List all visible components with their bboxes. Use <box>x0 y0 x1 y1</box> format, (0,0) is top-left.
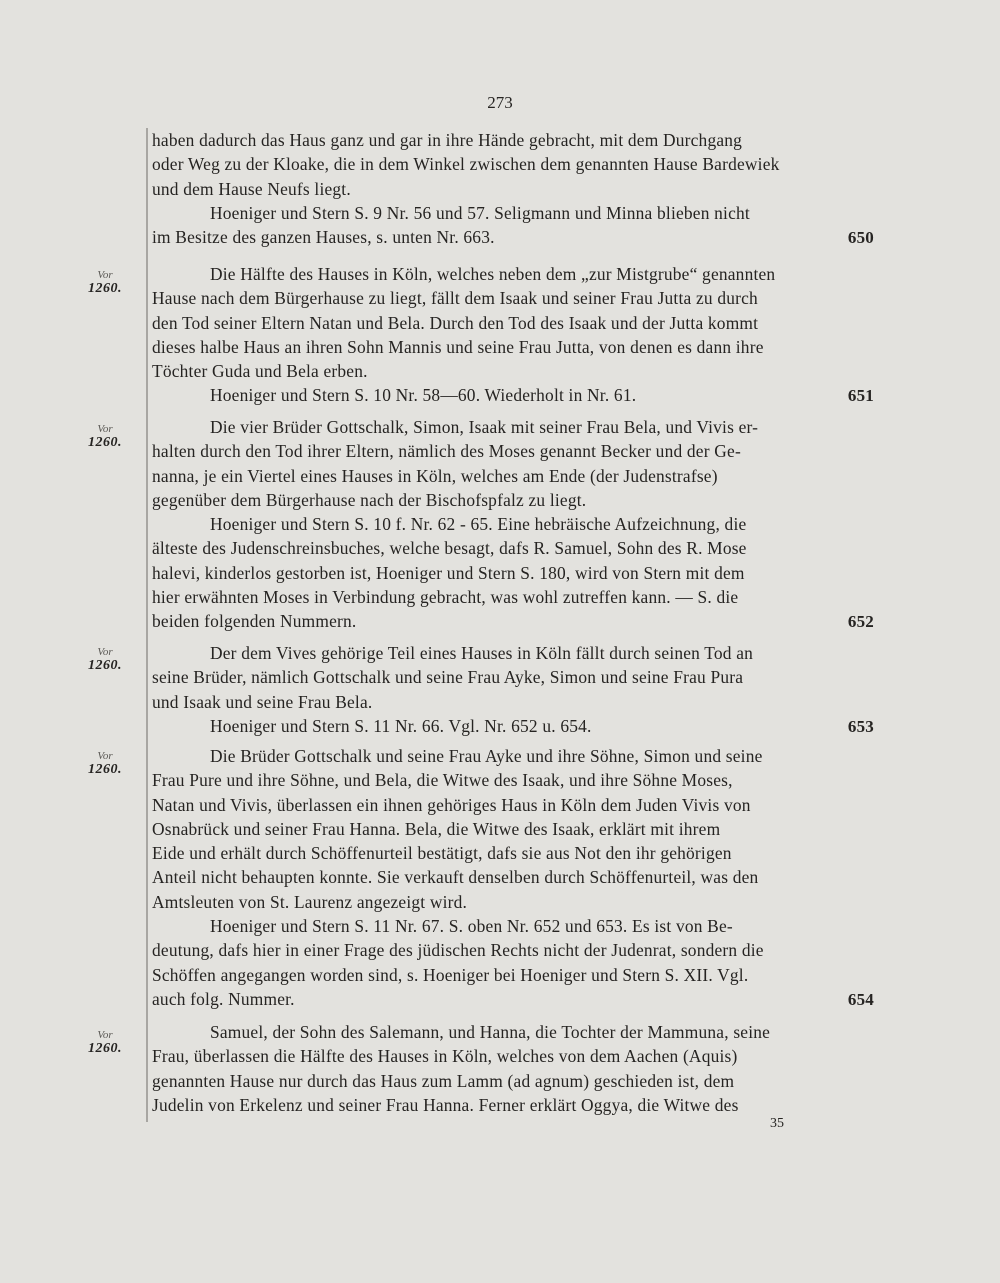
text-line: und dem Hause Neufs liegt. <box>152 178 351 199</box>
text-line: Töchter Guda und Bela erben. <box>152 361 368 382</box>
entry-number: 652 <box>847 612 874 632</box>
entry-652 <box>152 415 874 635</box>
reference-line: Schöffen angegangen worden sind, s. Hoeniger bei Hoeniger und Stern S. XII. Vgl. <box>152 964 749 985</box>
margin-date-label: Vor <box>97 750 113 762</box>
margin-date-label: Vor <box>97 646 113 658</box>
reference-line: Hoeniger und Stern S. 10 f. Nr. 62 - 65. Eine hebräische Aufzeichnung, die <box>210 514 747 535</box>
text-line: Osnabrück und seiner Frau Hanna. Bela, die Witwe des Isaak, erklärt mit ihrem <box>152 818 721 839</box>
text-line: Anteil nicht behaupten konnte. Sie verkauft denselben durch Schöffenurteil, was den <box>152 867 759 888</box>
text-line: Frau, überlassen die Hälfte des Hauses in Köln, welches von dem Aachen (Aquis) <box>152 1046 738 1067</box>
reference-line: Hoeniger und Stern S. 9 Nr. 56 und 57. Seligmann und Minna blieben nicht <box>210 202 750 223</box>
reference-tail <box>152 225 874 250</box>
reference-line: hier erwähnten Moses in Verbindung gebracht, was wohl zutreffen kann. — S. die <box>152 587 739 608</box>
margin-date-year: 1260. <box>88 658 122 673</box>
reference-text: im Besitze des ganzen Hauses, s. unten Nr. 663. <box>152 227 495 248</box>
reference-tail <box>152 714 874 739</box>
text-line: Amtsleuten von St. Laurenz angezeigt wird. <box>152 891 468 912</box>
margin-date-year: 1260. <box>88 435 122 450</box>
margin-date <box>70 749 140 777</box>
margin-rule <box>146 128 148 1122</box>
entry-number: 651 <box>847 386 874 406</box>
reference-text: Hoeniger und Stern S. 10 Nr. 58—60. Wiederholt in Nr. 61. <box>210 385 637 406</box>
reference-text: beiden folgenden Nummern. <box>152 611 357 632</box>
page-number: 273 <box>487 93 513 112</box>
margin-date-label: Vor <box>97 1029 113 1041</box>
text-line: den Tod seiner Eltern Natan und Bela. Durch den Tod des Isaak und der Jutta kommt <box>152 312 759 333</box>
entry-number: 650 <box>847 228 874 248</box>
reference-text: auch folg. Nummer. <box>152 988 295 1009</box>
entry-653 <box>152 641 874 739</box>
entry-number: 653 <box>847 716 874 736</box>
entry-650 <box>152 128 874 250</box>
text-line: Die vier Brüder Gottschalk, Simon, Isaak mit seiner Frau Bela, und Vivis er- <box>210 417 759 437</box>
text-line: und Isaak und seine Frau Bela. <box>152 691 373 712</box>
text-line: Frau Pure und ihre Söhne, und Bela, die Witwe des Isaak, und ihre Söhne Moses, <box>152 770 733 791</box>
reference-text: Hoeniger und Stern S. 11 Nr. 66. Vgl. Nr. 652 u. 654. <box>210 715 592 736</box>
reference-line: Hoeniger und Stern S. 11 Nr. 67. S. oben Nr. 652 und 653. Es ist von Be- <box>210 916 733 937</box>
reference-tail <box>152 383 874 408</box>
margin-date <box>70 1028 140 1056</box>
margin-date-year: 1260. <box>88 281 122 296</box>
text-line: dieses halbe Haus an ihren Sohn Mannis und seine Frau Jutta, von denen es dann ihre <box>152 336 764 357</box>
text-line: Die Hälfte des Hauses in Köln, welches neben dem „zur Mistgrube“ genannten <box>210 264 776 284</box>
text-line: Eide und erhält durch Schöffenurteil bestätigt, dafs sie aus Not den ihr gehörigen <box>152 843 732 864</box>
entry-655 <box>152 1020 874 1117</box>
margin-date <box>70 422 140 450</box>
entry-654 <box>152 744 874 1012</box>
reference-line: deutung, dafs hier in einer Frage des jüdischen Rechts nicht der Judenrat, sondern die <box>152 940 764 961</box>
reference-tail <box>152 987 874 1012</box>
text-line: halten durch den Tod ihrer Eltern, nämlich des Moses genannt Becker und der Ge- <box>152 441 741 462</box>
entry-651 <box>152 262 874 409</box>
text-line: seine Brüder, nämlich Gottschalk und seine Frau Ayke, Simon und seine Frau Pura <box>152 667 744 688</box>
margin-date-label: Vor <box>97 269 113 281</box>
text-line: oder Weg zu der Kloake, die in dem Winkel zwischen dem genannten Hause Bardewiek <box>152 154 780 175</box>
text-line: genannten Hause nur durch das Haus zum Lamm (ad agnum) geschieden ist, dem <box>152 1070 735 1091</box>
text-line: Natan und Vivis, überlassen ein ihnen gehöriges Haus in Köln dem Juden Vivis von <box>152 794 751 815</box>
reference-line: älteste des Judenschreinsbuches, welche besagt, dafs R. Samuel, Sohn des R. Mose <box>152 538 747 559</box>
margin-date <box>70 645 140 673</box>
text-line: gegenüber dem Bürgerhause nach der Bischofspfalz zu liegt. <box>152 489 587 510</box>
margin-date-year: 1260. <box>88 762 122 777</box>
text-line: Die Brüder Gottschalk und seine Frau Ayke und ihre Söhne, Simon und seine <box>210 746 763 766</box>
text-line: Der dem Vives gehörige Teil eines Hauses in Köln fällt durch seinen Tod an <box>210 643 754 663</box>
entry-number: 654 <box>847 989 874 1009</box>
signature-mark: 35 <box>770 1116 784 1131</box>
text-line: Samuel, der Sohn des Salemann, und Hanna, die Tochter der Mammuna, seine <box>210 1022 771 1042</box>
reference-line: halevi, kinderlos gestorben ist, Hoeniger und Stern S. 180, wird von Stern mit dem <box>152 562 745 583</box>
text-line: nanna, je ein Viertel eines Hauses in Köln, welches am Ende (der Judenstrafse) <box>152 465 718 486</box>
text-line: Hause nach dem Bürgerhause zu liegt, fällt dem Isaak und seiner Frau Jutta zu durch <box>152 288 758 309</box>
text-line: haben dadurch das Haus ganz und gar in ihre Hände gebracht, mit dem Durchgang <box>152 130 743 150</box>
reference-tail <box>152 609 874 634</box>
margin-date-label: Vor <box>97 423 113 435</box>
text-line: Judelin von Erkelenz und seiner Frau Hanna. Ferner erklärt Oggya, die Witwe des <box>152 1094 739 1115</box>
margin-date-year: 1260. <box>88 1041 122 1056</box>
margin-date <box>70 268 140 296</box>
